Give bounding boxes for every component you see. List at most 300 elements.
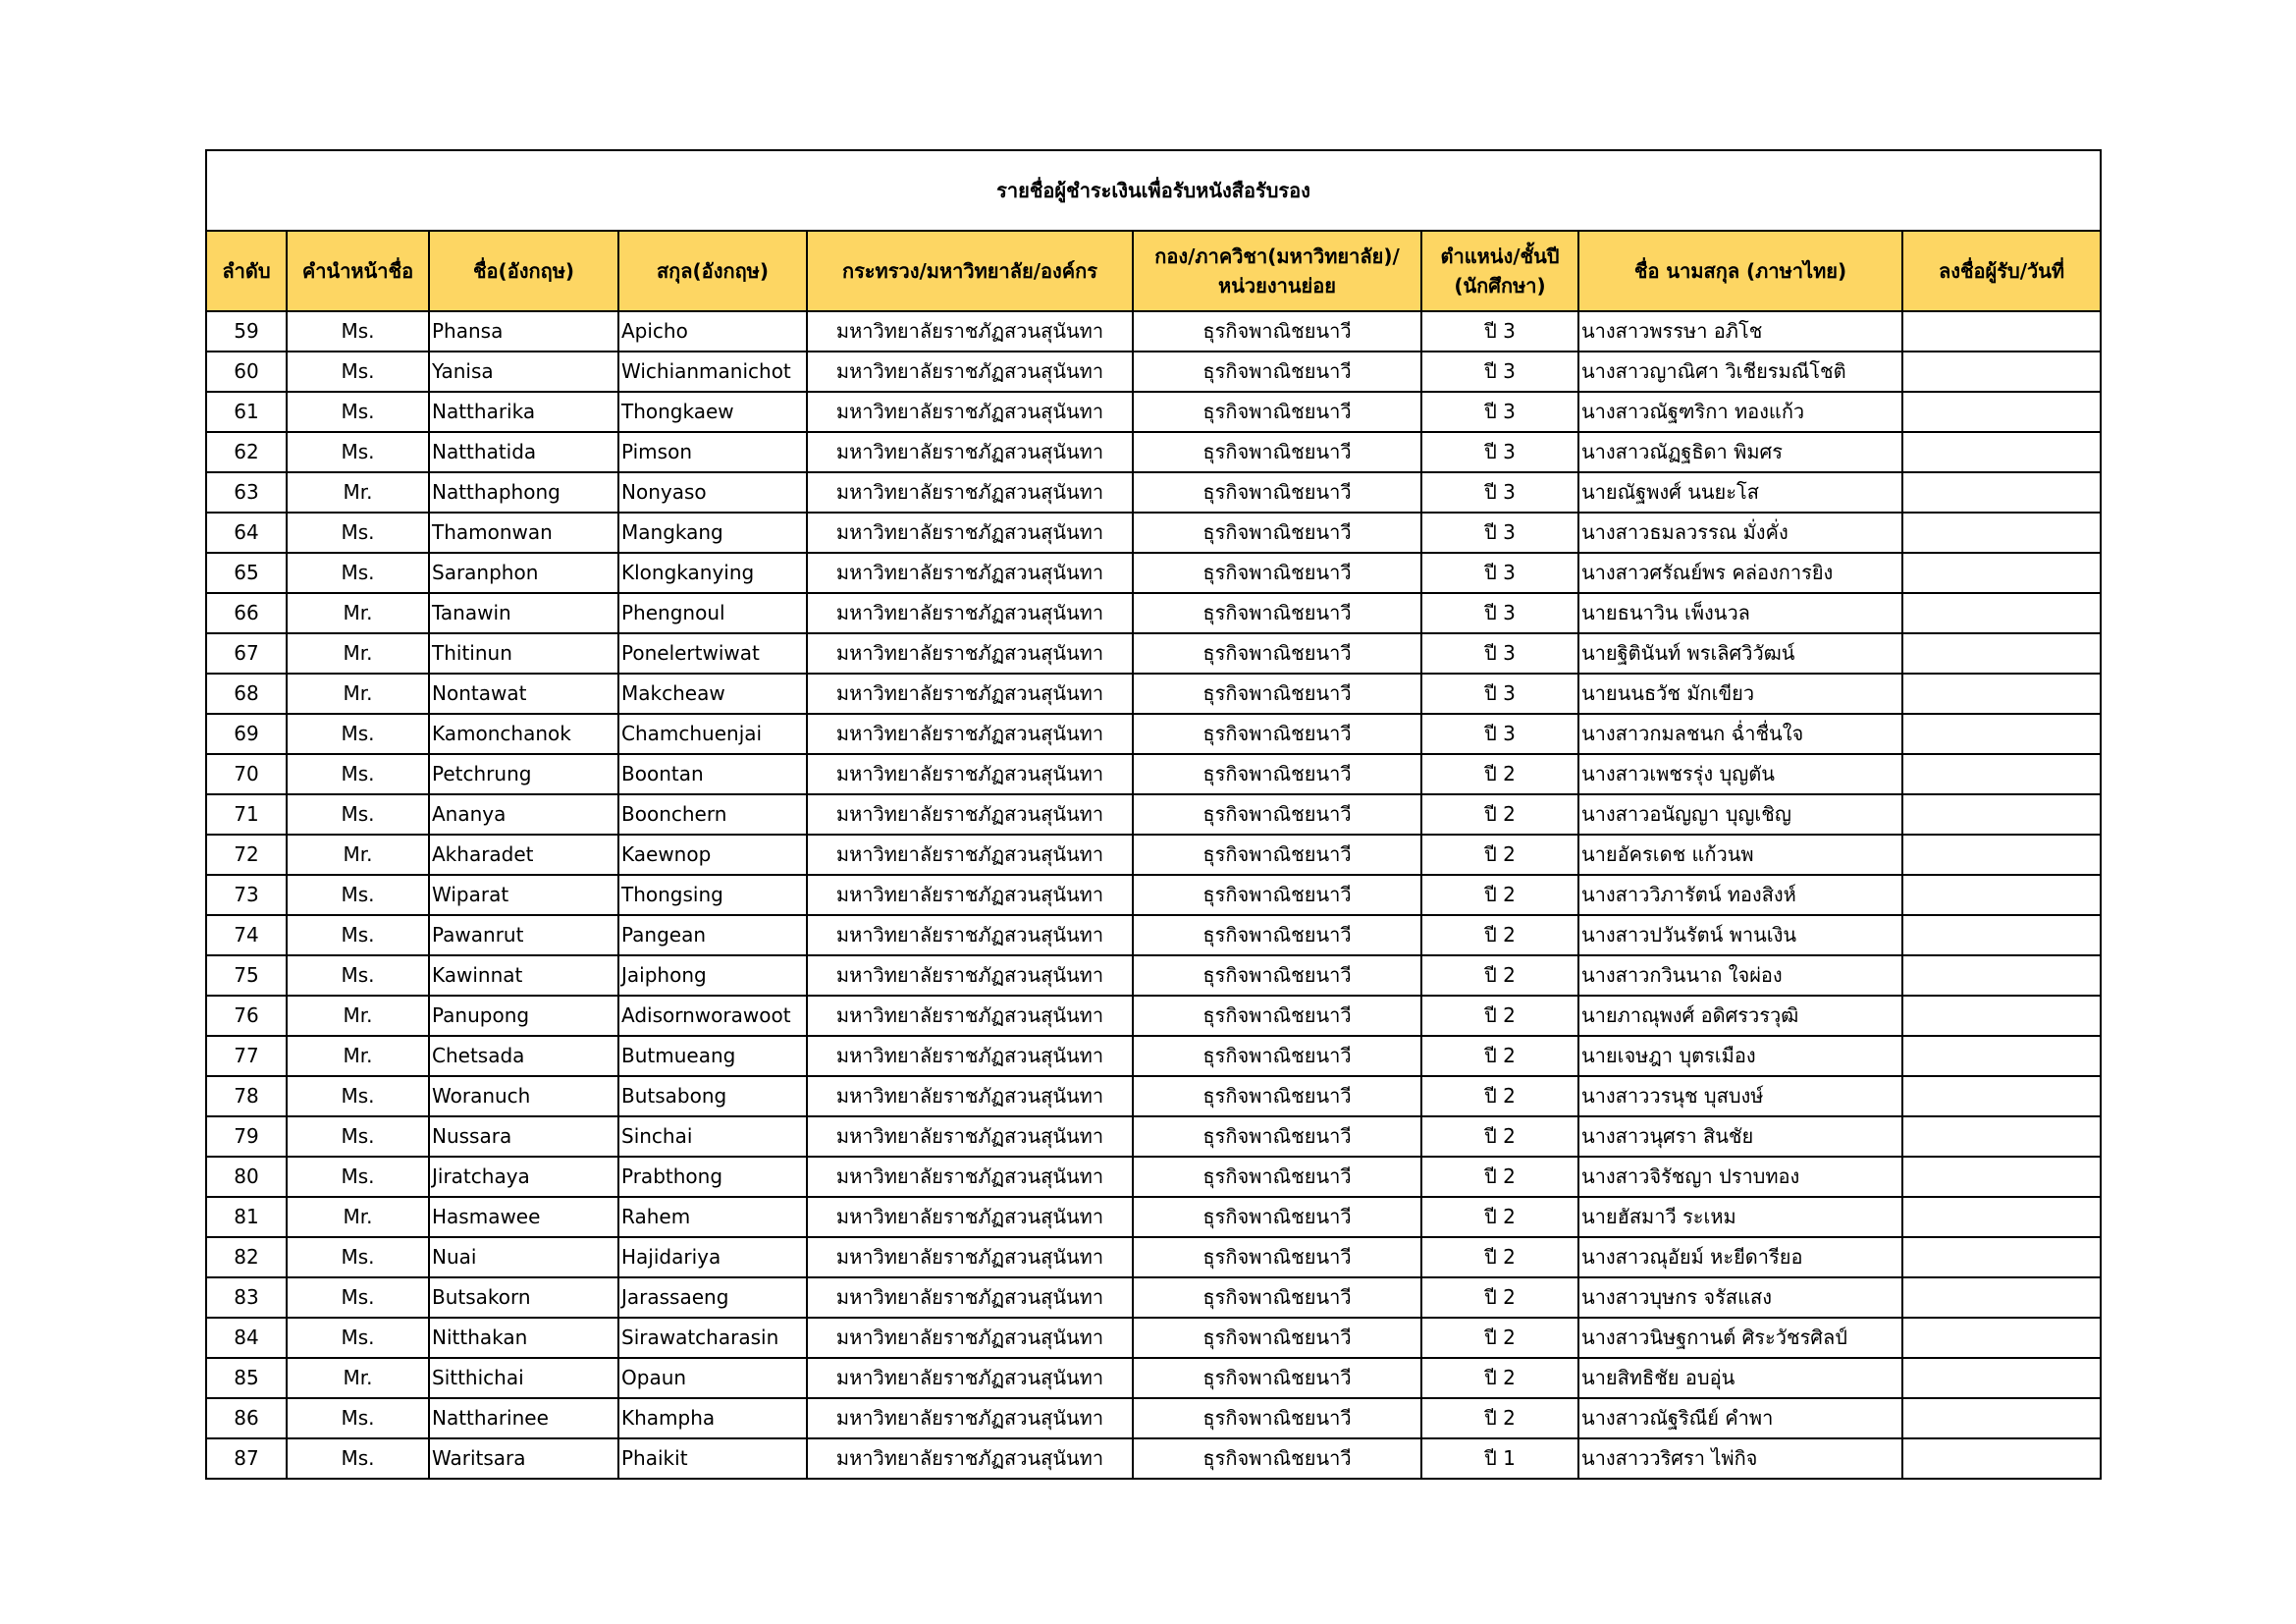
cell-name-th: นางสาวณัฏฐธิดา พิมศร <box>1578 432 1902 472</box>
cell-last-name-en: Pangean <box>618 915 807 955</box>
cell-last-name-en: Hajidariya <box>618 1237 807 1277</box>
cell-first-name-en: Chetsada <box>429 1036 618 1076</box>
cell-no: 69 <box>206 714 287 754</box>
header-last-name-en: สกุล(อังกฤษ) <box>618 231 807 311</box>
header-position-line1: ตำแหน่ง/ชั้นปี <box>1440 244 1560 268</box>
cell-year: ปี 2 <box>1421 1398 1578 1438</box>
cell-name-th: นายอัครเดช แก้วนพ <box>1578 835 1902 875</box>
cell-no: 85 <box>206 1358 287 1398</box>
cell-department: ธุรกิจพาณิชยนาวี <box>1133 1237 1421 1277</box>
cell-year: ปี 3 <box>1421 674 1578 714</box>
cell-first-name-en: Kamonchanok <box>429 714 618 754</box>
cell-organization: มหาวิทยาลัยราชภัฏสวนสุนันทา <box>807 1398 1133 1438</box>
table-row <box>206 1318 2101 1358</box>
cell-signature <box>1902 1076 2101 1116</box>
cell-signature <box>1902 472 2101 513</box>
cell-organization: มหาวิทยาลัยราชภัฏสวนสุนันทา <box>807 875 1133 915</box>
cell-prefix: Ms. <box>287 311 429 352</box>
cell-prefix: Ms. <box>287 513 429 553</box>
cell-organization: มหาวิทยาลัยราชภัฏสวนสุนันทา <box>807 432 1133 472</box>
cell-name-th: นายณัฐพงศ์ นนยะโส <box>1578 472 1902 513</box>
cell-first-name-en: Nussara <box>429 1116 618 1157</box>
cell-organization: มหาวิทยาลัยราชภัฏสวนสุนันทา <box>807 1116 1133 1157</box>
cell-year: ปี 2 <box>1421 1116 1578 1157</box>
table-row <box>206 311 2101 352</box>
cell-signature <box>1902 1197 2101 1237</box>
table-row <box>206 1358 2101 1398</box>
cell-year: ปี 3 <box>1421 714 1578 754</box>
cell-year: ปี 2 <box>1421 1157 1578 1197</box>
cell-name-th: นายภาณุพงศ์ อดิศรวรวุฒิ <box>1578 996 1902 1036</box>
cell-no: 80 <box>206 1157 287 1197</box>
header-position-line2: (นักศึกษา) <box>1454 274 1546 298</box>
cell-last-name-en: Phengnoul <box>618 593 807 633</box>
cell-organization: มหาวิทยาลัยราชภัฏสวนสุนันทา <box>807 1157 1133 1197</box>
cell-department: ธุรกิจพาณิชยนาวี <box>1133 1116 1421 1157</box>
cell-last-name-en: Butsabong <box>618 1076 807 1116</box>
cell-signature <box>1902 714 2101 754</box>
cell-year: ปี 3 <box>1421 311 1578 352</box>
cell-first-name-en: Pawanrut <box>429 915 618 955</box>
cell-prefix: Mr. <box>287 996 429 1036</box>
cell-prefix: Mr. <box>287 472 429 513</box>
cell-no: 87 <box>206 1438 287 1479</box>
cell-last-name-en: Kaewnop <box>618 835 807 875</box>
table-row <box>206 794 2101 835</box>
cell-signature <box>1902 553 2101 593</box>
table-row <box>206 1438 2101 1479</box>
cell-first-name-en: Nitthakan <box>429 1318 618 1358</box>
cell-no: 76 <box>206 996 287 1036</box>
cell-department: ธุรกิจพาณิชยนาวี <box>1133 1157 1421 1197</box>
cell-name-th: นางสาวพรรษา อภิโช <box>1578 311 1902 352</box>
table-row <box>206 352 2101 392</box>
table-row <box>206 1076 2101 1116</box>
cell-prefix: Mr. <box>287 835 429 875</box>
header-no: ลำดับ <box>206 231 287 311</box>
cell-organization: มหาวิทยาลัยราชภัฏสวนสุนันทา <box>807 472 1133 513</box>
cell-first-name-en: Nattharika <box>429 392 618 432</box>
table-row <box>206 1036 2101 1076</box>
cell-organization: มหาวิทยาลัยราชภัฏสวนสุนันทา <box>807 1036 1133 1076</box>
header-department-line1: กอง/ภาควิชา(มหาวิทยาลัย)/ <box>1154 244 1400 268</box>
cell-first-name-en: Akharadet <box>429 835 618 875</box>
cell-year: ปี 2 <box>1421 955 1578 996</box>
cell-last-name-en: Khampha <box>618 1398 807 1438</box>
cell-department: ธุรกิจพาณิชยนาวี <box>1133 915 1421 955</box>
cell-first-name-en: Natthatida <box>429 432 618 472</box>
cell-name-th: นางสาวจิรัชญา ปราบทอง <box>1578 1157 1902 1197</box>
cell-last-name-en: Nonyaso <box>618 472 807 513</box>
cell-last-name-en: Sirawatcharasin <box>618 1318 807 1358</box>
cell-name-th: นางสาววรนุช บุสบงษ์ <box>1578 1076 1902 1116</box>
cell-name-th: นางสาวอนัญญา บุญเชิญ <box>1578 794 1902 835</box>
cell-name-th: นายเจษฎา บุตรเมือง <box>1578 1036 1902 1076</box>
cell-department: ธุรกิจพาณิชยนาวี <box>1133 432 1421 472</box>
cell-last-name-en: Rahem <box>618 1197 807 1237</box>
cell-signature <box>1902 633 2101 674</box>
cell-organization: มหาวิทยาลัยราชภัฏสวนสุนันทา <box>807 593 1133 633</box>
cell-signature <box>1902 1358 2101 1398</box>
cell-prefix: Ms. <box>287 1237 429 1277</box>
cell-department: ธุรกิจพาณิชยนาวี <box>1133 835 1421 875</box>
cell-last-name-en: Prabthong <box>618 1157 807 1197</box>
cell-department: ธุรกิจพาณิชยนาวี <box>1133 1277 1421 1318</box>
cell-signature <box>1902 593 2101 633</box>
cell-last-name-en: Mangkang <box>618 513 807 553</box>
table-row <box>206 1237 2101 1277</box>
cell-no: 60 <box>206 352 287 392</box>
cell-last-name-en: Klongkanying <box>618 553 807 593</box>
table-row <box>206 996 2101 1036</box>
cell-year: ปี 2 <box>1421 1358 1578 1398</box>
cell-first-name-en: Kawinnat <box>429 955 618 996</box>
cell-year: ปี 2 <box>1421 1237 1578 1277</box>
table-row <box>206 915 2101 955</box>
cell-prefix: Mr. <box>287 1036 429 1076</box>
cell-organization: มหาวิทยาลัยราชภัฏสวนสุนันทา <box>807 311 1133 352</box>
cell-name-th: นางสาวปวันรัตน์ พานเงิน <box>1578 915 1902 955</box>
cell-department: ธุรกิจพาณิชยนาวี <box>1133 1197 1421 1237</box>
cell-year: ปี 3 <box>1421 472 1578 513</box>
document-title: รายชื่อผู้ชำระเงินเพื่อรับหนังสือรับรอง <box>206 150 2101 231</box>
header-department-line2: หน่วยงานย่อย <box>1218 274 1336 298</box>
cell-no: 62 <box>206 432 287 472</box>
cell-first-name-en: Nuai <box>429 1237 618 1277</box>
cell-signature <box>1902 1398 2101 1438</box>
cell-department: ธุรกิจพาณิชยนาวี <box>1133 392 1421 432</box>
cell-prefix: Ms. <box>287 1157 429 1197</box>
cell-no: 81 <box>206 1197 287 1237</box>
cell-year: ปี 2 <box>1421 875 1578 915</box>
cell-prefix: Mr. <box>287 1197 429 1237</box>
cell-no: 71 <box>206 794 287 835</box>
cell-no: 78 <box>206 1076 287 1116</box>
cell-no: 75 <box>206 955 287 996</box>
cell-year: ปี 3 <box>1421 633 1578 674</box>
cell-first-name-en: Jiratchaya <box>429 1157 618 1197</box>
cell-signature <box>1902 835 2101 875</box>
cell-signature <box>1902 311 2101 352</box>
cell-signature <box>1902 955 2101 996</box>
cell-department: ธุรกิจพาณิชยนาวี <box>1133 875 1421 915</box>
cell-prefix: Ms. <box>287 875 429 915</box>
cell-last-name-en: Apicho <box>618 311 807 352</box>
cell-name-th: นายฮัสมาวี ระเหม <box>1578 1197 1902 1237</box>
cell-last-name-en: Butmueang <box>618 1036 807 1076</box>
cell-department: ธุรกิจพาณิชยนาวี <box>1133 633 1421 674</box>
cell-organization: มหาวิทยาลัยราชภัฏสวนสุนันทา <box>807 1197 1133 1237</box>
header-first-name-en: ชื่อ(อังกฤษ) <box>429 231 618 311</box>
cell-department: ธุรกิจพาณิชยนาวี <box>1133 1358 1421 1398</box>
cell-organization: มหาวิทยาลัยราชภัฏสวนสุนันทา <box>807 513 1133 553</box>
cell-signature <box>1902 794 2101 835</box>
cell-department: ธุรกิจพาณิชยนาวี <box>1133 794 1421 835</box>
cell-organization: มหาวิทยาลัยราชภัฏสวนสุนันทา <box>807 392 1133 432</box>
cell-last-name-en: Pimson <box>618 432 807 472</box>
table-row <box>206 553 2101 593</box>
cell-name-th: นางสาวณัฐริณีย์ คำพา <box>1578 1398 1902 1438</box>
cell-prefix: Ms. <box>287 955 429 996</box>
cell-department: ธุรกิจพาณิชยนาวี <box>1133 714 1421 754</box>
cell-first-name-en: Petchrung <box>429 754 618 794</box>
table-row <box>206 513 2101 553</box>
cell-last-name-en: Ponelertwiwat <box>618 633 807 674</box>
cell-signature <box>1902 1277 2101 1318</box>
cell-no: 68 <box>206 674 287 714</box>
table-row <box>206 1197 2101 1237</box>
cell-name-th: นางสาวกมลชนก ฉ่ำชื่นใจ <box>1578 714 1902 754</box>
cell-department: ธุรกิจพาณิชยนาวี <box>1133 1438 1421 1479</box>
cell-name-th: นางสาวนิษฐกานต์ ศิระวัชรศิลป์ <box>1578 1318 1902 1358</box>
cell-prefix: Ms. <box>287 432 429 472</box>
table-row <box>206 754 2101 794</box>
cell-prefix: Mr. <box>287 593 429 633</box>
cell-name-th: นางสาวกวินนาถ ใจผ่อง <box>1578 955 1902 996</box>
header-position <box>1421 231 1578 311</box>
table-row <box>206 472 2101 513</box>
cell-name-th: นางสาวศรัณย์พร คล่องการยิง <box>1578 553 1902 593</box>
cell-last-name-en: Boonchern <box>618 794 807 835</box>
cell-signature <box>1902 513 2101 553</box>
cell-no: 63 <box>206 472 287 513</box>
cell-year: ปี 3 <box>1421 593 1578 633</box>
cell-first-name-en: Nontawat <box>429 674 618 714</box>
cell-year: ปี 2 <box>1421 1076 1578 1116</box>
cell-department: ธุรกิจพาณิชยนาวี <box>1133 674 1421 714</box>
header-signature: ลงชื่อผู้รับ/วันที่ <box>1902 231 2101 311</box>
cell-signature <box>1902 1438 2101 1479</box>
table-row <box>206 1398 2101 1438</box>
cell-organization: มหาวิทยาลัยราชภัฏสวนสุนันทา <box>807 674 1133 714</box>
cell-last-name-en: Adisornworawoot <box>618 996 807 1036</box>
cell-name-th: นางสาวณัฐฑริกา ทองแก้ว <box>1578 392 1902 432</box>
cell-prefix: Ms. <box>287 1277 429 1318</box>
cell-prefix: Mr. <box>287 633 429 674</box>
cell-prefix: Ms. <box>287 1398 429 1438</box>
cell-year: ปี 2 <box>1421 794 1578 835</box>
cell-no: 84 <box>206 1318 287 1358</box>
cell-no: 79 <box>206 1116 287 1157</box>
cell-name-th: นางสาวญาณิศา วิเชียรมณีโชติ <box>1578 352 1902 392</box>
cell-prefix: Ms. <box>287 794 429 835</box>
cell-signature <box>1902 754 2101 794</box>
cell-year: ปี 3 <box>1421 432 1578 472</box>
cell-organization: มหาวิทยาลัยราชภัฏสวนสุนันทา <box>807 553 1133 593</box>
cell-organization: มหาวิทยาลัยราชภัฏสวนสุนันทา <box>807 835 1133 875</box>
cell-organization: มหาวิทยาลัยราชภัฏสวนสุนันทา <box>807 714 1133 754</box>
cell-department: ธุรกิจพาณิชยนาวี <box>1133 472 1421 513</box>
cell-no: 82 <box>206 1237 287 1277</box>
cell-department: ธุรกิจพาณิชยนาวี <box>1133 1318 1421 1358</box>
cell-organization: มหาวิทยาลัยราชภัฏสวนสุนันทา <box>807 996 1133 1036</box>
table-row <box>206 633 2101 674</box>
cell-year: ปี 2 <box>1421 915 1578 955</box>
cell-year: ปี 2 <box>1421 1277 1578 1318</box>
cell-last-name-en: Boontan <box>618 754 807 794</box>
cell-prefix: Ms. <box>287 1318 429 1358</box>
cell-no: 64 <box>206 513 287 553</box>
cell-department: ธุรกิจพาณิชยนาวี <box>1133 996 1421 1036</box>
cell-organization: มหาวิทยาลัยราชภัฏสวนสุนันทา <box>807 1277 1133 1318</box>
cell-first-name-en: Nattharinee <box>429 1398 618 1438</box>
cell-last-name-en: Thongsing <box>618 875 807 915</box>
table-body <box>206 311 2101 1479</box>
cell-prefix: Ms. <box>287 553 429 593</box>
cell-first-name-en: Thamonwan <box>429 513 618 553</box>
header-name-th: ชื่อ นามสกุล (ภาษาไทย) <box>1578 231 1902 311</box>
cell-name-th: นายสิทธิชัย อบอุ่น <box>1578 1358 1902 1398</box>
cell-first-name-en: Yanisa <box>429 352 618 392</box>
cell-department: ธุรกิจพาณิชยนาวี <box>1133 311 1421 352</box>
cell-organization: มหาวิทยาลัยราชภัฏสวนสุนันทา <box>807 1358 1133 1398</box>
cell-signature <box>1902 915 2101 955</box>
cell-no: 73 <box>206 875 287 915</box>
cell-prefix: Ms. <box>287 1438 429 1479</box>
table-row <box>206 392 2101 432</box>
cell-department: ธุรกิจพาณิชยนาวี <box>1133 1036 1421 1076</box>
cell-no: 70 <box>206 754 287 794</box>
table-row <box>206 955 2101 996</box>
cell-first-name-en: Waritsara <box>429 1438 618 1479</box>
cell-prefix: Ms. <box>287 754 429 794</box>
cell-year: ปี 3 <box>1421 513 1578 553</box>
cell-no: 66 <box>206 593 287 633</box>
cell-prefix: Mr. <box>287 674 429 714</box>
cell-name-th: นางสาวเพชรรุ่ง บุญตัน <box>1578 754 1902 794</box>
cell-organization: มหาวิทยาลัยราชภัฏสวนสุนันทา <box>807 794 1133 835</box>
cell-prefix: Ms. <box>287 1116 429 1157</box>
cell-department: ธุรกิจพาณิชยนาวี <box>1133 513 1421 553</box>
table-row <box>206 875 2101 915</box>
cell-last-name-en: Jaiphong <box>618 955 807 996</box>
cell-signature <box>1902 1036 2101 1076</box>
cell-department: ธุรกิจพาณิชยนาวี <box>1133 593 1421 633</box>
cell-signature <box>1902 674 2101 714</box>
cell-signature <box>1902 1318 2101 1358</box>
cell-prefix: Ms. <box>287 915 429 955</box>
table-row <box>206 593 2101 633</box>
cell-department: ธุรกิจพาณิชยนาวี <box>1133 1398 1421 1438</box>
cell-prefix: Ms. <box>287 392 429 432</box>
cell-organization: มหาวิทยาลัยราชภัฏสวนสุนันทา <box>807 1438 1133 1479</box>
cell-no: 72 <box>206 835 287 875</box>
cell-year: ปี 2 <box>1421 754 1578 794</box>
cell-name-th: นางสาววิภารัตน์ ทองสิงห์ <box>1578 875 1902 915</box>
cell-last-name-en: Phaikit <box>618 1438 807 1479</box>
cell-last-name-en: Jarassaeng <box>618 1277 807 1318</box>
cell-last-name-en: Wichianmanichot <box>618 352 807 392</box>
cell-signature <box>1902 1157 2101 1197</box>
cell-first-name-en: Thitinun <box>429 633 618 674</box>
cell-name-th: นางสาวณุอัยม์ หะยีดารียอ <box>1578 1237 1902 1277</box>
cell-department: ธุรกิจพาณิชยนาวี <box>1133 754 1421 794</box>
cell-year: ปี 2 <box>1421 1318 1578 1358</box>
table-row <box>206 1277 2101 1318</box>
cell-organization: มหาวิทยาลัยราชภัฏสวนสุนันทา <box>807 352 1133 392</box>
cell-name-th: นายนนธวัช มักเขียว <box>1578 674 1902 714</box>
table-row <box>206 1157 2101 1197</box>
cell-first-name-en: Woranuch <box>429 1076 618 1116</box>
cell-signature <box>1902 875 2101 915</box>
cell-first-name-en: Sitthichai <box>429 1358 618 1398</box>
cell-department: ธุรกิจพาณิชยนาวี <box>1133 955 1421 996</box>
cell-signature <box>1902 1116 2101 1157</box>
cell-department: ธุรกิจพาณิชยนาวี <box>1133 553 1421 593</box>
cell-organization: มหาวิทยาลัยราชภัฏสวนสุนันทา <box>807 633 1133 674</box>
cell-name-th: นางสาวนุศรา สินชัย <box>1578 1116 1902 1157</box>
cell-name-th: นางสาวบุษกร จรัสแสง <box>1578 1277 1902 1318</box>
table-row <box>206 835 2101 875</box>
cell-organization: มหาวิทยาลัยราชภัฏสวนสุนันทา <box>807 754 1133 794</box>
cell-first-name-en: Hasmawee <box>429 1197 618 1237</box>
cell-year: ปี 1 <box>1421 1438 1578 1479</box>
cell-signature <box>1902 432 2101 472</box>
cell-prefix: Ms. <box>287 714 429 754</box>
cell-organization: มหาวิทยาลัยราชภัฏสวนสุนันทา <box>807 1318 1133 1358</box>
cell-last-name-en: Makcheaw <box>618 674 807 714</box>
header-prefix: คำนำหน้าชื่อ <box>287 231 429 311</box>
cell-no: 61 <box>206 392 287 432</box>
cell-no: 67 <box>206 633 287 674</box>
cell-last-name-en: Sinchai <box>618 1116 807 1157</box>
cell-department: ธุรกิจพาณิชยนาวี <box>1133 1076 1421 1116</box>
cell-last-name-en: Chamchuenjai <box>618 714 807 754</box>
cell-name-th: นางสาววริศรา ไพ่กิจ <box>1578 1438 1902 1479</box>
cell-first-name-en: Natthaphong <box>429 472 618 513</box>
cell-first-name-en: Phansa <box>429 311 618 352</box>
cell-year: ปี 2 <box>1421 996 1578 1036</box>
cell-prefix: Ms. <box>287 1076 429 1116</box>
cell-organization: มหาวิทยาลัยราชภัฏสวนสุนันทา <box>807 1237 1133 1277</box>
cell-name-th: นางสาวธมลวรรณ มั่งคั่ง <box>1578 513 1902 553</box>
cell-first-name-en: Saranphon <box>429 553 618 593</box>
cell-first-name-en: Butsakorn <box>429 1277 618 1318</box>
cell-first-name-en: Wiparat <box>429 875 618 915</box>
cell-year: ปี 3 <box>1421 553 1578 593</box>
table-row <box>206 432 2101 472</box>
cell-organization: มหาวิทยาลัยราชภัฏสวนสุนันทา <box>807 915 1133 955</box>
cell-first-name-en: Ananya <box>429 794 618 835</box>
cell-signature <box>1902 352 2101 392</box>
cell-signature <box>1902 996 2101 1036</box>
cell-first-name-en: Panupong <box>429 996 618 1036</box>
payment-list-table <box>205 149 2102 1480</box>
cell-name-th: นายธนาวิน เพ็งนวล <box>1578 593 1902 633</box>
cell-name-th: นายฐิตินันท์ พรเลิศวิวัฒน์ <box>1578 633 1902 674</box>
cell-last-name-en: Thongkaew <box>618 392 807 432</box>
cell-no: 59 <box>206 311 287 352</box>
header-department <box>1133 231 1421 311</box>
table-row <box>206 674 2101 714</box>
cell-organization: มหาวิทยาลัยราชภัฏสวนสุนันทา <box>807 955 1133 996</box>
cell-signature <box>1902 1237 2101 1277</box>
cell-year: ปี 2 <box>1421 1197 1578 1237</box>
cell-no: 74 <box>206 915 287 955</box>
cell-department: ธุรกิจพาณิชยนาวี <box>1133 352 1421 392</box>
cell-year: ปี 3 <box>1421 352 1578 392</box>
cell-prefix: Mr. <box>287 1358 429 1398</box>
cell-prefix: Ms. <box>287 352 429 392</box>
table-row <box>206 1116 2101 1157</box>
cell-no: 86 <box>206 1398 287 1438</box>
cell-year: ปี 3 <box>1421 392 1578 432</box>
cell-organization: มหาวิทยาลัยราชภัฏสวนสุนันทา <box>807 1076 1133 1116</box>
cell-no: 83 <box>206 1277 287 1318</box>
cell-first-name-en: Tanawin <box>429 593 618 633</box>
cell-signature <box>1902 392 2101 432</box>
cell-year: ปี 2 <box>1421 835 1578 875</box>
